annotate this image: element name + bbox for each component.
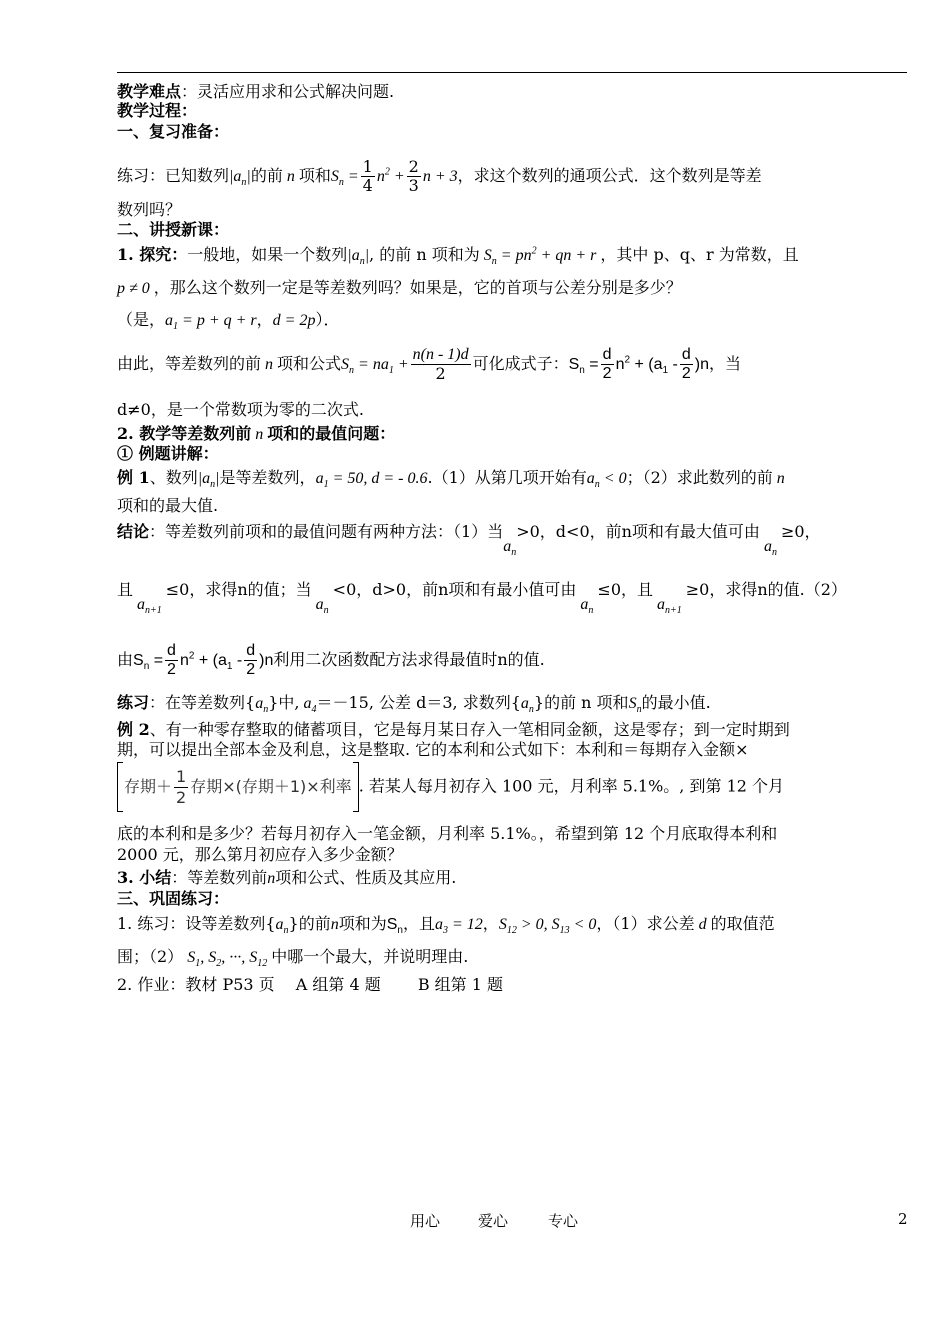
text: 3. 小结 xyxy=(117,868,172,887)
text: ≤0，求得n的值；当 xyxy=(165,580,312,599)
line-teaching-difficulty xyxy=(117,82,394,102)
fraction: $\frac{2}{3}$ xyxy=(408,157,419,195)
line-conclusion-method-2: 由$S_n$ = $\frac{d}{2}$ $n^2 + (a_1$ - $\frac{d}{2}$ )n利用二次函数配方法求得最值时n的值. xyxy=(117,642,545,678)
header-rule xyxy=(117,72,907,73)
heading-new-lesson: 二、讲授新课： xyxy=(117,220,230,239)
text: <0，d>0，前n项和有最小值可由 xyxy=(332,580,577,599)
bracket-formula xyxy=(117,762,359,812)
text: >0，d<0，前n项和有最大值可由 xyxy=(516,522,760,541)
line-exercise-1-cont: 数列吗？ xyxy=(117,200,182,219)
text: 且 xyxy=(117,580,134,599)
line-exercise-1: 练习：已知数列$|a_n|$的前 n 项和$S_n$ = $\frac{1}{4}$ $n^2$ + $\frac{2}{3}$ n + 3，求这个数列的通项公式．这个数列是等差 xyxy=(117,157,762,195)
line-example-2-cont: 期，可以提出全部本金及利息，这是整取. 它的本利和公式如下：本利和＝每期存入金额× xyxy=(117,740,749,759)
text: 1. 练习：设等差数列{ xyxy=(117,914,276,933)
fraction: $\frac{1}{4}$ xyxy=(362,157,373,195)
footer-motto-2: 爱心 xyxy=(478,1212,509,1230)
heading-extremum: 2. 教学等差数列前 n 项和的最值问题： xyxy=(117,424,396,443)
page-number: 2 xyxy=(898,1210,908,1228)
footer-motto-1: 用心 xyxy=(410,1212,441,1230)
heading-teaching-process: 教学过程： xyxy=(117,101,198,120)
text: 的最小值. xyxy=(641,693,711,712)
heading-review: 一、复习准备： xyxy=(117,122,230,141)
text: ：等差数列前 xyxy=(171,868,268,887)
text: 利用二次函数配方法求得最值时n的值. xyxy=(273,650,545,669)
text: ：灵活应用求和公式解决问题. xyxy=(181,82,395,101)
text: 一般地，如果一个数列 xyxy=(187,245,348,264)
text: ，且 xyxy=(402,914,435,933)
text: 的前 xyxy=(250,166,283,185)
text: 的取值范 xyxy=(710,914,775,933)
line-consolidate-1-cont: 围；（2） $S_1$, $S_2$, ···, $S_{12}$ 中哪一个最大，并说明理由. xyxy=(117,947,469,970)
text: ：等差数列前项和的最值问题有两种方法：（1）当 xyxy=(149,522,504,541)
text: ≥0，求得n的值.（2） xyxy=(685,580,847,599)
label: 教学难点 xyxy=(117,82,182,101)
line-homework: 2. 作业：教材 P53 页 A 组第 4 题 B 组第 1 题 xyxy=(117,975,504,994)
text: ，其中 p、q、r 为常数，且 xyxy=(600,245,799,264)
text: （是， xyxy=(117,310,166,329)
text: 、有一种零存整取的储蓄项目，它是每月某日存入一笔相同金额，这是零存；到一定时期到 xyxy=(149,720,790,739)
footer-motto-3: 专心 xyxy=(548,1212,579,1230)
text: ， xyxy=(256,310,273,329)
text: . 若某人每月初存入 100 元，月利率 5.1%。, 到第 12 个月 xyxy=(358,776,785,796)
line-example-2-q: 底的本利和是多少？若每月初存入一笔金额，月利率 5.1%。，希望到第 12 个月底取得本利和 xyxy=(117,824,778,843)
text: 存期×(存期＋1)×利率 xyxy=(190,777,352,796)
text: ≥0， xyxy=(780,522,821,541)
formula: $S_n = pn^2$ + qn + r xyxy=(479,245,601,268)
text: ，求这个数列的通项公式．这个数列是等差 xyxy=(457,166,762,185)
text: ，当 xyxy=(708,354,741,373)
line-summary: 3. 小结：等差数列前n项和公式、性质及其应用. xyxy=(117,868,457,887)
text: 中哪一个最大，并说明理由. xyxy=(271,947,469,966)
text: 、数列 xyxy=(149,468,198,487)
text: 2. 教学等差数列前 xyxy=(117,424,252,443)
line-practice: 练习：在等差数列$\{a_n\}$中, $a_4=-15$, 公差 d＝3, 求数列$\{a_n\}$的前 n 项和$S_n$的最小值. xyxy=(117,693,711,716)
text: 围；（2） xyxy=(117,947,184,966)
label: 例 2 xyxy=(117,720,150,739)
line-explore: 1. 探究：一般地，如果一个数列$|a_n|$, 的前 n 项和为 $S_n = pn^2$ + qn + r ，其中 p、q、r 为常数，且 xyxy=(117,245,799,268)
text: ：在等差数列{ xyxy=(149,693,256,712)
fraction: $\frac{d}{2}$ xyxy=(602,346,612,382)
line-quadratic: d≠0，是一个常数项为零的二次式. xyxy=(117,400,364,419)
text: 项和公式 xyxy=(277,354,342,373)
text: 项和为 xyxy=(338,914,387,933)
line-example-1-cont: 项和的最大值. xyxy=(117,496,219,515)
text: ，（1）求公差 xyxy=(596,914,695,933)
label: 1. 探究： xyxy=(117,245,188,264)
text: }的前 n 项和 xyxy=(533,693,629,712)
fraction: $\frac{d}{2}$ xyxy=(167,642,176,678)
text: ）． xyxy=(315,310,340,329)
line-explore-cont: p ≠ 0 ，那么这个数列一定是等差数列吗？如果是，它的首项与公差分别是多少？ xyxy=(117,278,682,297)
text: ＝－15, 公差 d＝3, 求数列{ xyxy=(316,693,521,712)
label: 练习 xyxy=(117,693,150,712)
text: 项和公式、性质及其应用. xyxy=(275,868,457,887)
text: 可化成式子： xyxy=(472,354,569,373)
text: 练习：已知数列 xyxy=(117,166,230,185)
line-deposit-formula xyxy=(117,762,784,812)
label: 结论 xyxy=(117,522,150,541)
text: ；（2）求此数列的前 xyxy=(626,468,773,487)
line-consolidate-1: 1. 练习：设等差数列$\{a_n\}$的前n项和为$S_n$，且$a_3 = 12$，$S_{12} > 0$, $S_{13} < 0$，（1）求公差 d 的取值范 xyxy=(117,914,775,937)
text: ≤0，且 xyxy=(597,580,653,599)
fraction: $\frac{1}{2}$ xyxy=(176,767,187,807)
formula: $|a_n|$ xyxy=(229,168,251,189)
line-conclusion: 结论：等差数列前项和的最值问题有两种方法：（1）当$a_n>0$，d<0，前n项和有最大值可由 $a_n \ge 0$， xyxy=(117,522,821,559)
text: 是等差数列， xyxy=(219,468,316,487)
line-conclusion-cont: 且 $a_{n+1} \le 0$，求得n的值；当 $a_n <0$，d>0，前n项和有最小值可由 $a_n \le 0$，且 $a_{n+1} \ge 0$，求得n的值.（2） xyxy=(117,580,847,617)
line-example-2 xyxy=(117,720,790,740)
text: 由 xyxy=(117,650,134,669)
text: ，那么这个数列一定是等差数列吗？如果是，它的首项与公差分别是多少？ xyxy=(153,278,682,297)
text: , 的前 n 项和为 xyxy=(369,245,480,264)
text: 项和的最值问题： xyxy=(267,424,396,443)
fraction: $\frac{d}{2}$ xyxy=(681,346,691,382)
text: 存期＋ xyxy=(124,777,173,796)
formula: $S_n$ = xyxy=(330,168,359,189)
text: 由此，等差数列的前 xyxy=(117,354,262,373)
text: ， xyxy=(482,914,499,933)
line-example-1: 例 1、数列$|a_n|$是等差数列，$a_1 = 50$, d = - 0.6.（1）从第几项开始有$a_n < 0$；（2）求此数列的前 n xyxy=(117,468,785,491)
text: 项和 xyxy=(298,166,331,185)
text: }的前 xyxy=(288,914,331,933)
fraction: $\frac{d}{2}$ xyxy=(246,642,256,678)
line-example-2-q-cont: 2000 元，那么第月初应存入多少金额？ xyxy=(117,845,403,864)
text: }中, xyxy=(268,693,300,712)
text: .（1）从第几项开始有 xyxy=(427,468,587,487)
heading-examples: ① 例题讲解： xyxy=(117,444,219,463)
line-sum-formula: 由此，等差数列的前 n 项和公式$S_n = na_1$ + $\frac{n(n - 1)d}{2}$ 可化成式子：$S_n$ = $\frac{d}{2}$ $n^2 + (a_1$ - $\frac{d}{2}$ )n，当 xyxy=(117,346,741,383)
fraction: $\frac{n(n - 1)d}{2}$ xyxy=(412,346,469,383)
line-answer: （是，$a_1 = p + q + r$，d = 2p）． xyxy=(117,310,340,333)
label: 例 1 xyxy=(117,468,150,487)
heading-practice: 三、巩固练习： xyxy=(117,889,230,908)
